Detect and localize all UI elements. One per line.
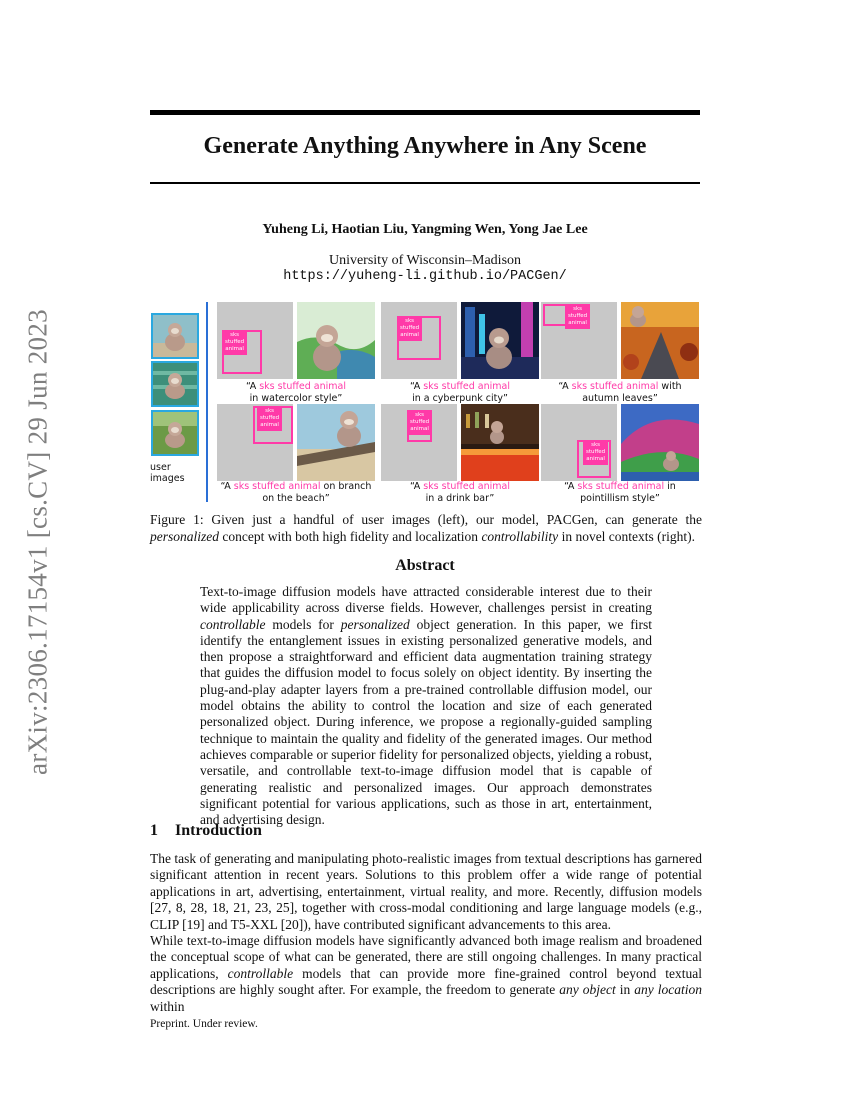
panel-caption-bar: “A sks stuffed animal in a drink bar” [410,481,510,504]
paper-title: Generate Anything Anywhere in Any Scene [203,133,647,159]
bounding-box [253,406,293,444]
box-tag: sks stuffed animal [583,440,608,465]
bounding-box [407,410,432,442]
box-tag: sks stuffed animal [257,406,282,431]
footer-note: Preprint. Under review. [150,1018,258,1030]
layout-canvas [381,404,457,481]
layout-canvas [217,302,293,379]
panel-caption-autumn: “A sks stuffed animal with autumn leaves” [558,381,682,404]
intro-paragraph-1: The task of generating and manipulating photo-realistic images from textual descriptions has garnered significant attention in recent years. Solutions to this problem offer a wide range of potential applications in art, advertising, entertainment, virtual reality, and more. Recently, diffusion models [27, 8, 28, 18, 21, 23, 25], together with cross-modal conditioning and large language models (e.g., CLIP [19] and T5-XXL [20]), have contributed significant advancements to this area. [150,851,702,932]
top-rule [150,110,700,115]
box-tag: sks stuffed animal [407,410,432,435]
box-tag: sks stuffed animal [397,316,422,341]
bounding-box [397,316,441,360]
figure-panel-autumn [541,302,699,379]
layout-canvas [541,302,617,379]
generated-image [621,302,699,379]
affiliation: University of Wisconsin–Madison [328,253,522,268]
generated-image [297,302,375,379]
intro-paragraph-2: While text-to-image diffusion models have significantly advanced both image realism and broadened the conceptual scope of what can be generated, there are still ongoing challenges. In many practical applications, controllable models that can provide more fine-grained control beyond textual descriptions are highly sought after. For example, the freedom to generate any object in any location within [150,933,702,1014]
panel-caption-pointillism: “A sks stuffed animal in pointillism style” [564,481,676,504]
bounding-box [577,440,611,478]
generated-image [461,404,539,481]
author-list: Yuheng Li, Haotian Liu, Yangming Wen, Yong Jae Lee [262,222,588,237]
generated-image [297,404,375,481]
figure-panel-bar [381,404,539,481]
figure-panel-beach [217,404,375,481]
section-heading-introduction: 1 Introduction [150,822,262,839]
panel-caption-watercolor: “A sks stuffed animal in watercolor style” [246,381,346,404]
panel-caption-beach: “A sks stuffed animal on branch on the beach” [220,481,372,504]
figure-panel-pointillism [541,404,699,481]
layout-canvas [217,404,293,481]
generated-image [461,302,539,379]
figure-panel-cyberpunk [381,302,539,379]
bounding-box [543,304,588,326]
user-image-2 [151,361,199,407]
figure-panel-watercolor [217,302,375,379]
layout-canvas [541,404,617,481]
user-image-1 [151,313,199,359]
box-tag: sks stuffed animal [565,304,590,329]
title-rule [150,182,700,184]
arxiv-stamp: arXiv:2306.17154v1 [cs.CV] 29 Jun 2023 [22,309,53,775]
generated-image [621,404,699,481]
project-url[interactable]: https://yuheng-li.github.io/PACGen/ [283,269,567,284]
user-image-3 [151,410,199,456]
figure-caption: Figure 1: Given just a handful of user images (left), our model, PACGen, can generate the personalized concept with both high fidelity and localization controllability in novel contexts (right). [150,512,702,544]
box-tag: sks stuffed animal [222,330,247,355]
abstract-body: Text-to-image diffusion models have attracted considerable interest due to their wide applicability across diverse fields. However, challenges persist in creating controllable models for personalized object generation. In this paper, we first identify the entanglement issues in existing personalized generative models, and then propose a straightforward and efficient data augmentation training strategy that guides the diffusion model to focus solely on object identity. By inserting the plug-and-play adapter layers from a pre-trained controllable diffusion model, our model obtains the ability to control the location and size of each generated personalized object. During inference, we propose a regionally-guided sampling technique to maintain the quality and fidelity of the generated images. Our method achieves comparable or superior fidelity for personalized objects, yielding a robust, versatile, and controllable text-to-image diffusion model that is capable of generating realistic and personalized images. Our approach demonstrates significant potential for various applications, such as those in art, entertainment, and advertising design. [200,584,652,828]
panel-caption-cyberpunk: “A sks stuffed animal in a cyberpunk city” [410,381,510,404]
layout-canvas [381,302,457,379]
user-images-label: user images [150,462,185,484]
bounding-box [222,330,262,374]
abstract-heading: Abstract [395,557,455,574]
